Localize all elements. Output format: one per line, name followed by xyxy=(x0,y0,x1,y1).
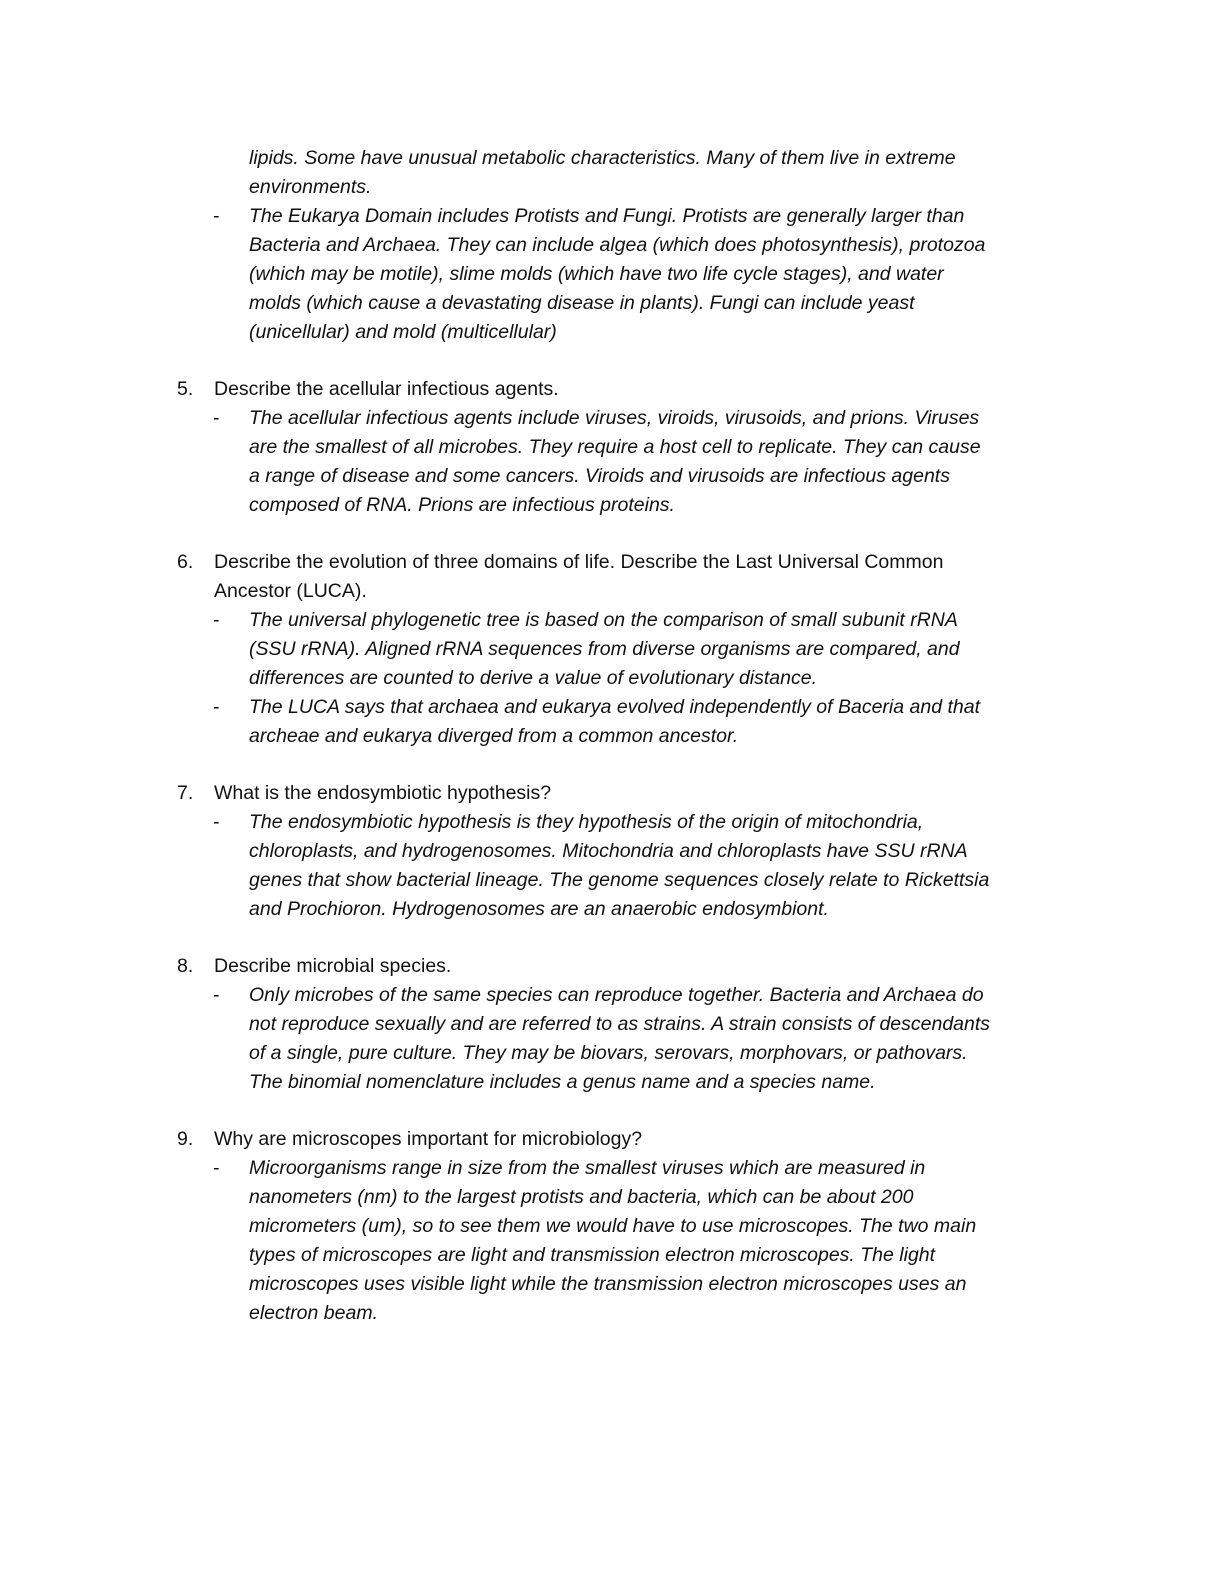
answer-text: molds (which cause a devastating disease in plants). Fungi can include yeast xyxy=(249,292,915,314)
answer-line xyxy=(0,635,1224,664)
answer-text: genes that show bacterial lineage. The genome sequences closely relate to Rickettsia xyxy=(249,869,990,891)
answer-text: (which may be motile), slime molds (which have two life cycle stages), and water xyxy=(249,263,944,285)
answer-line xyxy=(0,1270,1224,1299)
spacer xyxy=(0,520,1224,548)
question-number: 6. xyxy=(177,551,194,573)
question-text: Describe microbial species. xyxy=(214,955,452,977)
spacer xyxy=(0,347,1224,375)
answer-line xyxy=(0,981,1224,1010)
answer-line xyxy=(0,866,1224,895)
answer-text: (unicellular) and mold (multicellular) xyxy=(249,321,557,343)
answer-text: a range of disease and some cancers. Viroids and virusoids are infectious agents xyxy=(249,465,950,487)
answer-text: The acellular infectious agents include viruses, viroids, virusoids, and prions. Viruses xyxy=(249,407,980,429)
answer-text: Only microbes of the same species can reproduce together. Bacteria and Archaea do xyxy=(249,984,984,1006)
answer-text: are the smallest of all microbes. They require a host cell to replicate. They can cause xyxy=(249,436,981,458)
answer-line xyxy=(0,1154,1224,1183)
bullet-dash: - xyxy=(213,407,220,429)
bullet-dash: - xyxy=(213,696,220,718)
answer-line xyxy=(0,231,1224,260)
question-number: 9. xyxy=(177,1128,194,1150)
answer-text: types of microscopes are light and transmission electron microscopes. The light xyxy=(249,1244,936,1266)
spacer xyxy=(0,751,1224,779)
question-number: 7. xyxy=(177,782,194,804)
answer-line xyxy=(0,173,1224,202)
question-line xyxy=(0,548,1224,577)
answer-line xyxy=(0,1241,1224,1270)
answer-line xyxy=(0,462,1224,491)
answer-text: electron beam. xyxy=(249,1302,378,1324)
bullet-dash: - xyxy=(213,811,220,833)
question-line xyxy=(0,779,1224,808)
question-line xyxy=(0,952,1224,981)
bullet-dash: - xyxy=(213,205,220,227)
answer-line xyxy=(0,260,1224,289)
answer-line xyxy=(0,491,1224,520)
answer-text: The Eukarya Domain includes Protists and Fungi. Protists are generally larger than xyxy=(249,205,965,227)
answer-text: nanometers (nm) to the largest protists and bacteria, which can be about 200 xyxy=(249,1186,914,1208)
question-text: Describe the evolution of three domains of life. Describe the Last Universal Common xyxy=(214,551,944,573)
answer-text: environments. xyxy=(249,176,372,198)
question-line xyxy=(0,375,1224,404)
answer-line xyxy=(0,808,1224,837)
answer-line xyxy=(0,1010,1224,1039)
spacer xyxy=(0,1097,1224,1125)
answer-line xyxy=(0,895,1224,924)
answer-text: composed of RNA. Prions are infectious proteins. xyxy=(249,494,675,516)
answer-line xyxy=(0,202,1224,231)
answer-text: Bacteria and Archaea. They can include algea (which does photosynthesis), protozoa xyxy=(249,234,986,256)
answer-text: micrometers (um), so to see them we would have to use microscopes. The two main xyxy=(249,1215,977,1237)
answer-text: and Prochioron. Hydrogenosomes are an anaerobic endosymbiont. xyxy=(249,898,829,920)
bullet-dash: - xyxy=(213,1157,220,1179)
answer-text: archeae and eukarya diverged from a common ancestor. xyxy=(249,725,739,747)
question-number: 5. xyxy=(177,378,194,400)
answer-line xyxy=(0,837,1224,866)
answer-line xyxy=(0,1068,1224,1097)
answer-text: (SSU rRNA). Aligned rRNA sequences from diverse organisms are compared, and xyxy=(249,638,960,660)
document-page xyxy=(0,144,1224,1328)
answer-line xyxy=(0,1212,1224,1241)
answer-text: chloroplasts, and hydrogenosomes. Mitochondria and chloroplasts have SSU rRNA xyxy=(249,840,968,862)
question-number: 8. xyxy=(177,955,194,977)
question-line xyxy=(0,577,1224,606)
question-text: Ancestor (LUCA). xyxy=(214,580,367,602)
answer-text: The universal phylogenetic tree is based on the comparison of small subunit rRNA xyxy=(249,609,958,631)
answer-text: The endosymbiotic hypothesis is they hypothesis of the origin of mitochondria, xyxy=(249,811,924,833)
answer-line xyxy=(0,693,1224,722)
question-text: Describe the acellular infectious agents. xyxy=(214,378,559,400)
answer-line xyxy=(0,404,1224,433)
answer-line xyxy=(0,144,1224,173)
answer-text: microscopes uses visible light while the transmission electron microscopes uses an xyxy=(249,1273,967,1295)
bullet-dash: - xyxy=(213,984,220,1006)
answer-line xyxy=(0,664,1224,693)
answer-line xyxy=(0,606,1224,635)
answer-text: Microorganisms range in size from the smallest viruses which are measured in xyxy=(249,1157,926,1179)
answer-line xyxy=(0,433,1224,462)
bullet-dash: - xyxy=(213,609,220,631)
answer-text: The binomial nomenclature includes a genus name and a species name. xyxy=(249,1071,876,1093)
question-line xyxy=(0,1125,1224,1154)
answer-line xyxy=(0,318,1224,347)
answer-line xyxy=(0,1183,1224,1212)
answer-line xyxy=(0,1039,1224,1068)
answer-text: differences are counted to derive a value of evolutionary distance. xyxy=(249,667,818,689)
answer-text: lipids. Some have unusual metabolic characteristics. Many of them live in extreme xyxy=(249,147,956,169)
answer-text: not reproduce sexually and are referred to as strains. A strain consists of descendants xyxy=(249,1013,991,1035)
answer-text: of a single, pure culture. They may be biovars, serovars, morphovars, or pathovars. xyxy=(249,1042,968,1064)
spacer xyxy=(0,924,1224,952)
answer-line xyxy=(0,722,1224,751)
question-text: What is the endosymbiotic hypothesis? xyxy=(214,782,552,804)
question-text: Why are microscopes important for microbiology? xyxy=(214,1128,643,1150)
answer-line xyxy=(0,1299,1224,1328)
answer-text: The LUCA says that archaea and eukarya evolved independently of Baceria and that xyxy=(249,696,980,718)
answer-line xyxy=(0,289,1224,318)
